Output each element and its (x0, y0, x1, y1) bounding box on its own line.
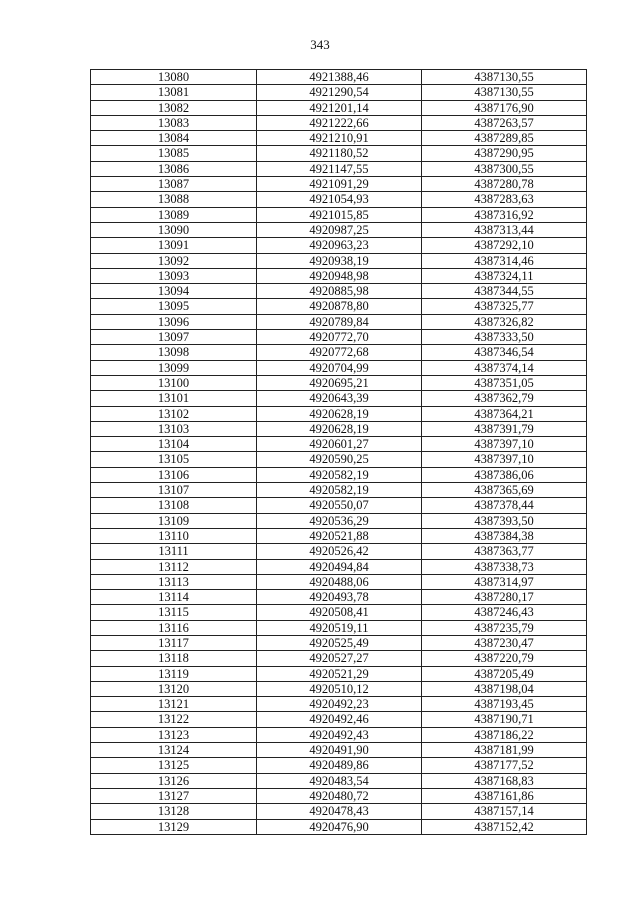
y-coordinate-cell: 4387130,55 (422, 85, 587, 100)
table-row (91, 544, 587, 559)
x-coordinate-cell: 4920527,27 (257, 651, 422, 666)
x-coordinate-cell: 4920510,12 (257, 681, 422, 696)
table-row (91, 100, 587, 115)
y-coordinate-cell: 4387362,79 (422, 391, 587, 406)
point-number-cell: 13088 (91, 192, 257, 207)
table-row (91, 115, 587, 130)
y-coordinate-cell: 4387338,73 (422, 559, 587, 574)
table-row (91, 284, 587, 299)
table-row (91, 177, 587, 192)
x-coordinate-cell: 4921180,52 (257, 146, 422, 161)
point-number-cell: 13082 (91, 100, 257, 115)
point-number-cell: 13089 (91, 207, 257, 222)
point-number-cell: 13081 (91, 85, 257, 100)
table-row (91, 743, 587, 758)
y-coordinate-cell: 4387378,44 (422, 498, 587, 513)
x-coordinate-cell: 4920695,21 (257, 375, 422, 390)
y-coordinate-cell: 4387246,43 (422, 605, 587, 620)
point-number-cell: 13101 (91, 391, 257, 406)
table-row (91, 330, 587, 345)
x-coordinate-cell: 4921054,93 (257, 192, 422, 207)
y-coordinate-cell: 4387351,05 (422, 375, 587, 390)
x-coordinate-cell: 4920536,29 (257, 513, 422, 528)
table-row (91, 697, 587, 712)
y-coordinate-cell: 4387230,47 (422, 635, 587, 650)
y-coordinate-cell: 4387205,49 (422, 666, 587, 681)
point-number-cell: 13118 (91, 651, 257, 666)
point-number-cell: 13084 (91, 131, 257, 146)
point-number-cell: 13100 (91, 375, 257, 390)
x-coordinate-cell: 4920492,23 (257, 697, 422, 712)
x-coordinate-cell: 4920582,19 (257, 483, 422, 498)
y-coordinate-cell: 4387346,54 (422, 345, 587, 360)
point-number-cell: 13115 (91, 605, 257, 620)
y-coordinate-cell: 4387152,42 (422, 819, 587, 834)
table-row (91, 635, 587, 650)
table-row (91, 360, 587, 375)
x-coordinate-cell: 4920483,54 (257, 773, 422, 788)
point-number-cell: 13129 (91, 819, 257, 834)
table-row (91, 773, 587, 788)
y-coordinate-cell: 4387263,57 (422, 115, 587, 130)
x-coordinate-cell: 4920582,19 (257, 467, 422, 482)
table-row (91, 437, 587, 452)
x-coordinate-cell: 4920789,84 (257, 314, 422, 329)
table-row (91, 513, 587, 528)
point-number-cell: 13103 (91, 421, 257, 436)
x-coordinate-cell: 4920489,86 (257, 758, 422, 773)
y-coordinate-cell: 4387397,10 (422, 452, 587, 467)
y-coordinate-cell: 4387161,86 (422, 788, 587, 803)
x-coordinate-cell: 4920938,19 (257, 253, 422, 268)
point-number-cell: 13124 (91, 743, 257, 758)
point-number-cell: 13096 (91, 314, 257, 329)
y-coordinate-cell: 4387289,85 (422, 131, 587, 146)
coordinates-table (90, 69, 587, 835)
y-coordinate-cell: 4387190,71 (422, 712, 587, 727)
page-number: 343 (310, 37, 330, 52)
table-row (91, 590, 587, 605)
x-coordinate-cell: 4920987,25 (257, 222, 422, 237)
x-coordinate-cell: 4921091,29 (257, 177, 422, 192)
y-coordinate-cell: 4387168,83 (422, 773, 587, 788)
y-coordinate-cell: 4387193,45 (422, 697, 587, 712)
x-coordinate-cell: 4920525,49 (257, 635, 422, 650)
y-coordinate-cell: 4387333,50 (422, 330, 587, 345)
x-coordinate-cell: 4920590,25 (257, 452, 422, 467)
x-coordinate-cell: 4920478,43 (257, 804, 422, 819)
y-coordinate-cell: 4387280,78 (422, 177, 587, 192)
point-number-cell: 13080 (91, 70, 257, 85)
point-number-cell: 13120 (91, 681, 257, 696)
coordinates-table-body (91, 70, 587, 835)
point-number-cell: 13114 (91, 590, 257, 605)
table-row (91, 605, 587, 620)
table-row (91, 620, 587, 635)
y-coordinate-cell: 4387364,21 (422, 406, 587, 421)
point-number-cell: 13086 (91, 161, 257, 176)
point-number-cell: 13123 (91, 727, 257, 742)
point-number-cell: 13092 (91, 253, 257, 268)
x-coordinate-cell: 4921147,55 (257, 161, 422, 176)
point-number-cell: 13106 (91, 467, 257, 482)
y-coordinate-cell: 4387235,79 (422, 620, 587, 635)
x-coordinate-cell: 4920492,43 (257, 727, 422, 742)
point-number-cell: 13110 (91, 528, 257, 543)
x-coordinate-cell: 4920948,98 (257, 268, 422, 283)
x-coordinate-cell: 4920772,70 (257, 330, 422, 345)
y-coordinate-cell: 4387325,77 (422, 299, 587, 314)
y-coordinate-cell: 4387314,46 (422, 253, 587, 268)
point-number-cell: 13128 (91, 804, 257, 819)
table-row (91, 559, 587, 574)
point-number-cell: 13104 (91, 437, 257, 452)
point-number-cell: 13094 (91, 284, 257, 299)
point-number-cell: 13127 (91, 788, 257, 803)
y-coordinate-cell: 4387186,22 (422, 727, 587, 742)
x-coordinate-cell: 4920492,46 (257, 712, 422, 727)
x-coordinate-cell: 4921210,91 (257, 131, 422, 146)
point-number-cell: 13091 (91, 238, 257, 253)
point-number-cell: 13097 (91, 330, 257, 345)
x-coordinate-cell: 4921222,66 (257, 115, 422, 130)
table-row (91, 681, 587, 696)
table-row (91, 131, 587, 146)
x-coordinate-cell: 4920772,68 (257, 345, 422, 360)
table-row (91, 268, 587, 283)
table-row (91, 314, 587, 329)
point-number-cell: 13116 (91, 620, 257, 635)
table-row (91, 391, 587, 406)
x-coordinate-cell: 4921201,14 (257, 100, 422, 115)
point-number-cell: 13085 (91, 146, 257, 161)
y-coordinate-cell: 4387181,99 (422, 743, 587, 758)
y-coordinate-cell: 4387313,44 (422, 222, 587, 237)
table-row (91, 574, 587, 589)
x-coordinate-cell: 4920488,06 (257, 574, 422, 589)
point-number-cell: 13087 (91, 177, 257, 192)
table-row (91, 299, 587, 314)
y-coordinate-cell: 4387326,82 (422, 314, 587, 329)
x-coordinate-cell: 4920601,27 (257, 437, 422, 452)
point-number-cell: 13119 (91, 666, 257, 681)
point-number-cell: 13113 (91, 574, 257, 589)
x-coordinate-cell: 4920526,42 (257, 544, 422, 559)
y-coordinate-cell: 4387363,77 (422, 544, 587, 559)
y-coordinate-cell: 4387393,50 (422, 513, 587, 528)
table-row (91, 238, 587, 253)
x-coordinate-cell: 4921388,46 (257, 70, 422, 85)
y-coordinate-cell: 4387365,69 (422, 483, 587, 498)
x-coordinate-cell: 4920476,90 (257, 819, 422, 834)
y-coordinate-cell: 4387316,92 (422, 207, 587, 222)
x-coordinate-cell: 4920885,98 (257, 284, 422, 299)
table-row (91, 452, 587, 467)
y-coordinate-cell: 4387314,97 (422, 574, 587, 589)
y-coordinate-cell: 4387176,90 (422, 100, 587, 115)
x-coordinate-cell: 4920628,19 (257, 421, 422, 436)
y-coordinate-cell: 4387198,04 (422, 681, 587, 696)
table-row (91, 788, 587, 803)
table-row (91, 467, 587, 482)
x-coordinate-cell: 4920628,19 (257, 406, 422, 421)
table-row (91, 85, 587, 100)
point-number-cell: 13095 (91, 299, 257, 314)
x-coordinate-cell: 4920704,99 (257, 360, 422, 375)
point-number-cell: 13105 (91, 452, 257, 467)
x-coordinate-cell: 4920519,11 (257, 620, 422, 635)
point-number-cell: 13112 (91, 559, 257, 574)
table-row (91, 712, 587, 727)
x-coordinate-cell: 4920480,72 (257, 788, 422, 803)
table-row (91, 758, 587, 773)
x-coordinate-cell: 4920493,78 (257, 590, 422, 605)
point-number-cell: 13107 (91, 483, 257, 498)
point-number-cell: 13108 (91, 498, 257, 513)
table-row (91, 161, 587, 176)
point-number-cell: 13125 (91, 758, 257, 773)
table-row (91, 727, 587, 742)
x-coordinate-cell: 4920521,88 (257, 528, 422, 543)
y-coordinate-cell: 4387220,79 (422, 651, 587, 666)
y-coordinate-cell: 4387374,14 (422, 360, 587, 375)
table-row (91, 666, 587, 681)
table-row (91, 345, 587, 360)
table-row (91, 804, 587, 819)
table-row (91, 483, 587, 498)
point-number-cell: 13117 (91, 635, 257, 650)
x-coordinate-cell: 4920878,80 (257, 299, 422, 314)
x-coordinate-cell: 4920508,41 (257, 605, 422, 620)
point-number-cell: 13099 (91, 360, 257, 375)
y-coordinate-cell: 4387290,95 (422, 146, 587, 161)
point-number-cell: 13109 (91, 513, 257, 528)
y-coordinate-cell: 4387280,17 (422, 590, 587, 605)
table-row (91, 146, 587, 161)
table-row (91, 819, 587, 834)
x-coordinate-cell: 4920521,29 (257, 666, 422, 681)
y-coordinate-cell: 4387283,63 (422, 192, 587, 207)
point-number-cell: 13126 (91, 773, 257, 788)
table-row (91, 498, 587, 513)
x-coordinate-cell: 4921290,54 (257, 85, 422, 100)
x-coordinate-cell: 4921015,85 (257, 207, 422, 222)
table-row (91, 406, 587, 421)
x-coordinate-cell: 4920963,23 (257, 238, 422, 253)
y-coordinate-cell: 4387344,55 (422, 284, 587, 299)
point-number-cell: 13090 (91, 222, 257, 237)
y-coordinate-cell: 4387300,55 (422, 161, 587, 176)
x-coordinate-cell: 4920643,39 (257, 391, 422, 406)
y-coordinate-cell: 4387157,14 (422, 804, 587, 819)
table-row (91, 253, 587, 268)
table-row (91, 421, 587, 436)
table-row (91, 222, 587, 237)
y-coordinate-cell: 4387177,52 (422, 758, 587, 773)
y-coordinate-cell: 4387384,38 (422, 528, 587, 543)
y-coordinate-cell: 4387292,10 (422, 238, 587, 253)
table-row (91, 192, 587, 207)
point-number-cell: 13093 (91, 268, 257, 283)
y-coordinate-cell: 4387397,10 (422, 437, 587, 452)
y-coordinate-cell: 4387324,11 (422, 268, 587, 283)
table-row (91, 528, 587, 543)
y-coordinate-cell: 4387386,06 (422, 467, 587, 482)
y-coordinate-cell: 4387130,55 (422, 70, 587, 85)
table-row (91, 651, 587, 666)
table-row (91, 70, 587, 85)
point-number-cell: 13122 (91, 712, 257, 727)
x-coordinate-cell: 4920494,84 (257, 559, 422, 574)
point-number-cell: 13111 (91, 544, 257, 559)
table-row (91, 375, 587, 390)
x-coordinate-cell: 4920491,90 (257, 743, 422, 758)
x-coordinate-cell: 4920550,07 (257, 498, 422, 513)
point-number-cell: 13098 (91, 345, 257, 360)
point-number-cell: 13083 (91, 115, 257, 130)
table-row (91, 207, 587, 222)
point-number-cell: 13121 (91, 697, 257, 712)
point-number-cell: 13102 (91, 406, 257, 421)
y-coordinate-cell: 4387391,79 (422, 421, 587, 436)
